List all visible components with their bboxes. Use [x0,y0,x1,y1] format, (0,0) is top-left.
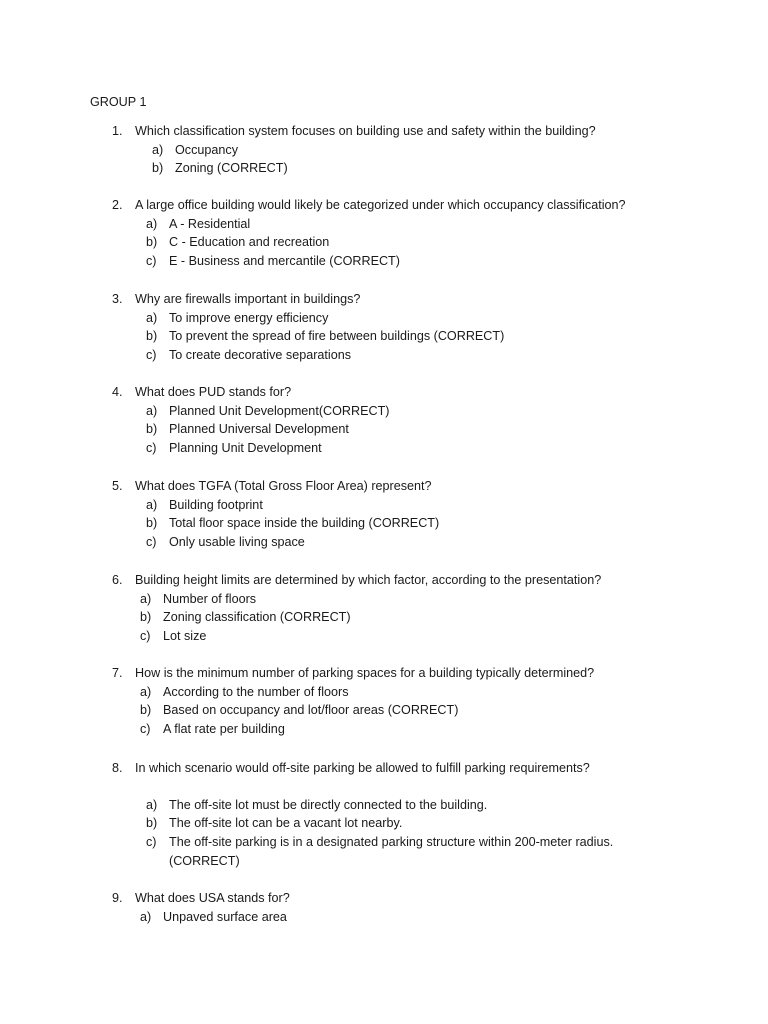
option: c) Only usable living space [146,535,305,550]
question-1 [112,122,712,178]
question-text: What does PUD stands for? [135,385,292,399]
question-text: Why are firewalls important in buildings? [135,292,361,306]
question-number: 2. [112,198,123,212]
question-9 [112,889,712,926]
option: b) The off-site lot can be a vacant lot nearby. [146,816,403,831]
option: a) Unpaved surface area [140,909,287,924]
question-number: 1. [112,124,123,138]
option: a) Planned Unit Development(CORRECT) [146,403,390,418]
option: c) Lot size [140,629,207,644]
question-text: How is the minimum number of parking spaces for a building typically determined? [135,666,595,680]
question-text: Which classification system focuses on building use and safety within the building? [135,124,596,138]
question-number: 9. [112,891,123,905]
question-6 [112,571,712,646]
group-heading: GROUP 1 [90,95,147,109]
question-text: What does TGFA (Total Gross Floor Area) represent? [135,479,432,493]
option: b) Planned Universal Development [146,422,349,437]
question-number: 6. [112,573,123,587]
question-2 [112,196,712,271]
option: c) E - Business and mercantile (CORRECT) [146,254,400,269]
question-8 [112,759,712,871]
option: b) C - Education and recreation [146,235,330,250]
option: a) Occupancy [152,142,238,157]
option: b) Zoning (CORRECT) [152,161,288,176]
question-number: 3. [112,292,123,306]
question-7 [112,664,712,739]
question-3 [112,290,712,365]
question-5 [112,477,712,552]
option: a) A - Residential [146,216,251,231]
question-number: 7. [112,666,123,680]
question-number: 8. [112,761,123,775]
option: c) The off-site parking is in a designated parking structure within 200-meter radius. (CORRECT) [146,835,614,868]
question-4 [112,383,712,458]
question-text: Building height limits are determined by which factor, according to the presentation? [135,573,602,587]
question-text: In which scenario would off-site parking be allowed to fulfill parking requirements? [135,761,590,775]
question-number: 5. [112,479,123,493]
option: b) Total floor space inside the building (CORRECT) [146,516,440,531]
question-text: A large office building would likely be categorized under which occupancy classification? [135,198,626,212]
option: a) The off-site lot must be directly connected to the building. [146,797,488,812]
option: b) Zoning classification (CORRECT) [140,610,351,625]
option: a) To improve energy efficiency [146,310,329,325]
option: a) According to the number of floors [140,684,349,699]
option: c) Planning Unit Development [146,441,322,456]
option: b) Based on occupancy and lot/floor areas (CORRECT) [140,703,459,718]
question-number: 4. [112,385,123,399]
option: a) Building footprint [146,497,263,512]
question-text: What does USA stands for? [135,891,290,905]
option: c) To create decorative separations [146,348,352,363]
option: c) A flat rate per building [140,722,285,737]
option: a) Number of floors [140,591,257,606]
option: b) To prevent the spread of fire between buildings (CORRECT) [146,329,505,344]
